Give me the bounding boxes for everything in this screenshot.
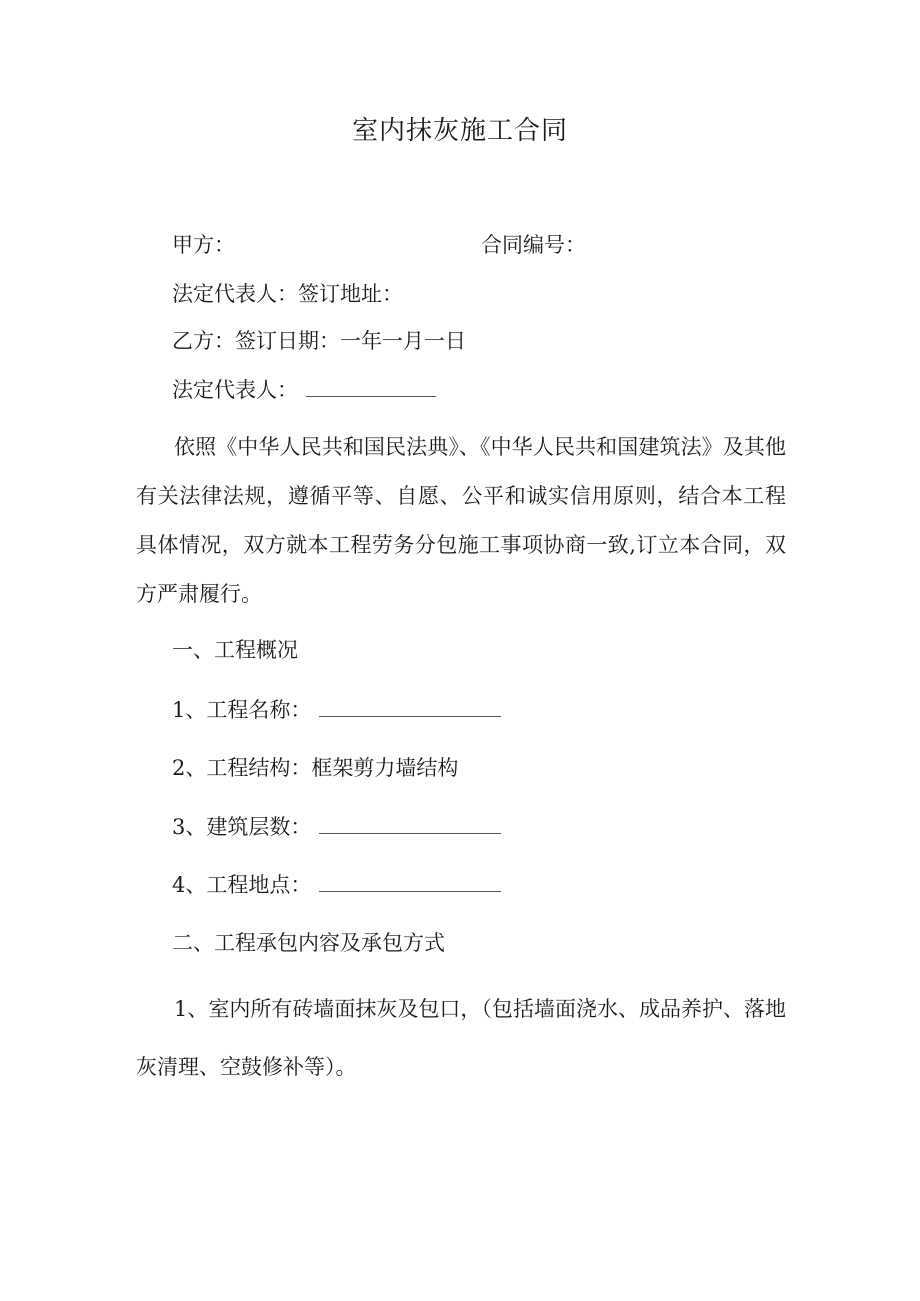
project-location-line — [172, 869, 501, 900]
legal-rep-b-blank — [306, 374, 436, 397]
page-title: 室内抹灰施工合同 — [351, 116, 568, 146]
project-location-label: 4、工程地点： — [172, 873, 312, 897]
project-structure-line: 2、工程结构：框架剪力墙结构 — [172, 756, 459, 780]
contract-number-label: 合同编号： — [481, 233, 586, 257]
legal-rep-b-line — [172, 374, 436, 405]
building-floors-line — [172, 811, 501, 842]
party-b-and-date-label: 乙方：签订日期：一年一月一日 — [172, 329, 466, 353]
intro-paragraph: 依照《中华人民共和国民法典》、《中华人民共和国建筑法》及其他有关法律法规，遵循平等、自愿、公平和诚实信用原则，结合本工程具体情况，双方就本工程劳务分包施工事项协商一致,订立本合同，双方严肃履行。 — [136, 435, 786, 606]
section2-item1: 1、室内所有砖墙面抹灰及包口，（包括墙面浇水、成品养护、落地灰清理、空鼓修补等）。 — [136, 997, 786, 1079]
project-name-line — [172, 694, 501, 725]
project-location-blank — [319, 869, 501, 892]
legal-rep-b-label: 法定代表人： — [172, 378, 298, 402]
project-name-blank — [319, 694, 501, 717]
legal-rep-a-and-address-label: 法定代表人：签订地址： — [172, 282, 403, 306]
section2-heading: 二、工程承包内容及承包方式 — [172, 931, 445, 955]
project-name-label: 1、工程名称： — [172, 698, 312, 722]
party-a-label: 甲方： — [172, 233, 235, 257]
building-floors-blank — [319, 811, 501, 834]
section1-heading: 一、工程概况 — [172, 638, 298, 662]
building-floors-label: 3、建筑层数： — [172, 815, 312, 839]
